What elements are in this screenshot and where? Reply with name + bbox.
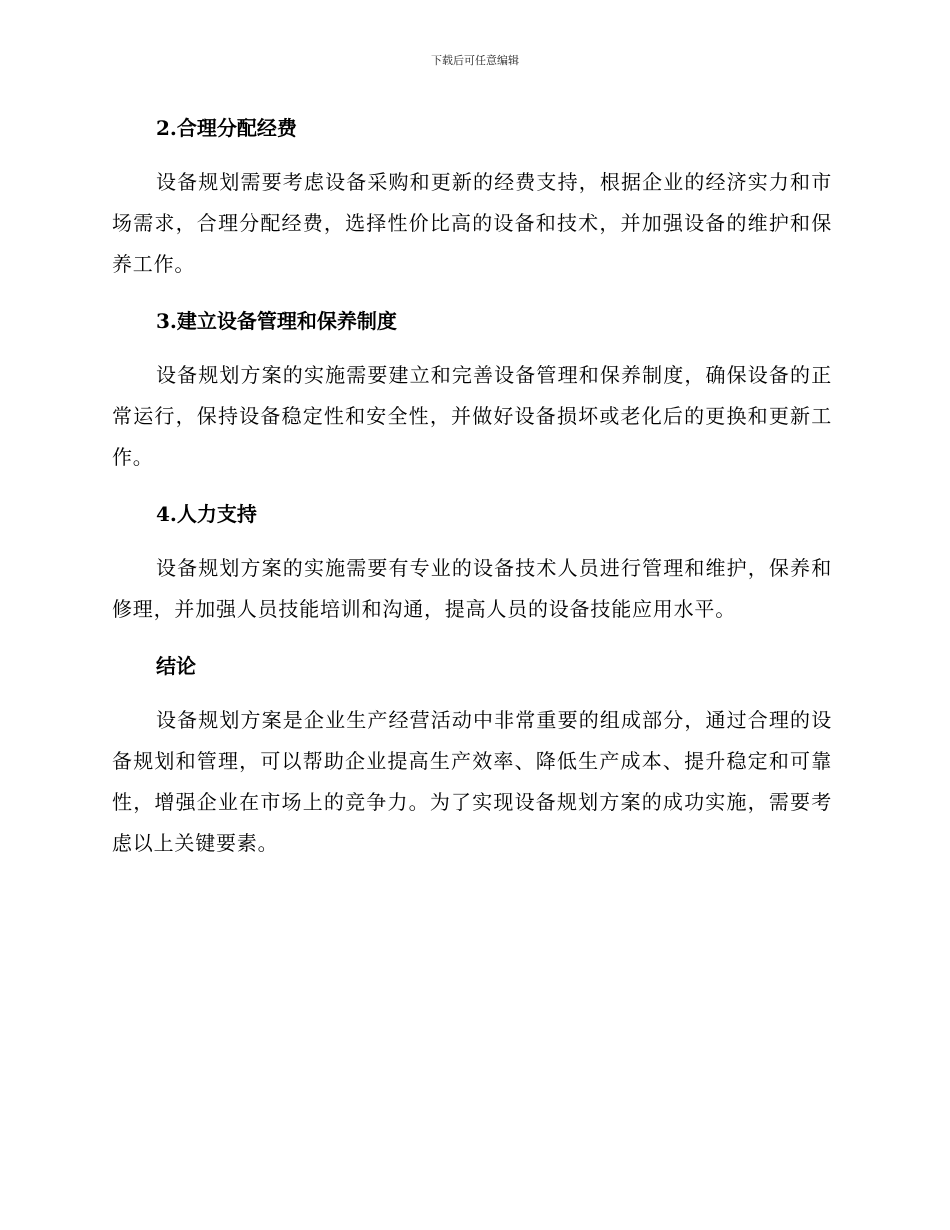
section-heading: 3.建立设备管理和保养制度 [156,309,397,333]
section-heading: 2.合理分配经费 [156,116,297,140]
page-header: 下载后可任意编辑 [431,54,519,67]
document-body [112,108,832,880]
section-heading: 结论 [156,654,196,678]
section-human-support [112,494,832,630]
section-paragraph: 设备规划方案是企业生产经营活动中非常重要的组成部分，通过合理的设备规划和管理，可以帮助企业提高生产效率、降低生产成本、提升稳定和可靠性，增强企业在市场上的竞争力。为了实现设备规划方案的成功实施，需要考虑以上关键要素。 [112,708,832,855]
section-paragraph: 设备规划方案的实施需要有专业的设备技术人员进行管理和维护，保养和修理，并加强人员技能培训和沟通，提高人员的设备技能应用水平。 [112,556,832,621]
section-funding [112,108,832,285]
section-heading: 4.人力支持 [156,502,257,526]
section-management-system [112,301,832,478]
section-paragraph: 设备规划方案的实施需要建立和完善设备管理和保养制度，确保设备的正常运行，保持设备稳定性和安全性，并做好设备损坏或老化后的更换和更新工作。 [112,363,832,469]
section-paragraph: 设备规划需要考虑设备采购和更新的经费支持，根据企业的经济实力和市场需求，合理分配经费，选择性价比高的设备和技术，并加强设备的维护和保养工作。 [112,170,832,276]
section-conclusion [112,646,832,864]
